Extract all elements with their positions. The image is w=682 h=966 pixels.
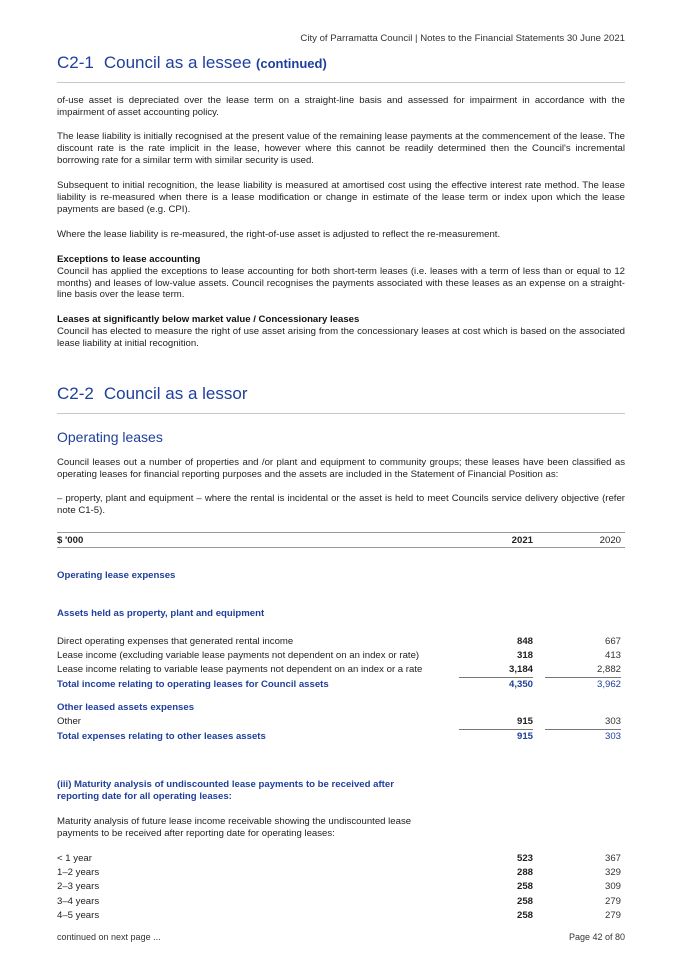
sub-heading-operating-leases: Operating leases — [57, 429, 163, 445]
table-header — [57, 532, 625, 548]
group-heading: Operating lease expenses — [57, 570, 176, 581]
value-2021: 258 — [516, 881, 533, 892]
value-2021: 288 — [516, 867, 533, 878]
value-2021: 258 — [516, 896, 533, 907]
col-2020: 2020 — [599, 535, 621, 546]
value-2021: 4,350 — [508, 679, 533, 690]
value-2021: 523 — [516, 853, 533, 864]
value-2020: 367 — [604, 853, 621, 864]
subtotal-rule — [545, 677, 621, 678]
running-header: City of Parramatta Council | Notes to the Financial Statements 30 June 2021 — [300, 33, 625, 44]
section-number: C2-2 — [57, 384, 94, 403]
subtotal-rule — [459, 729, 533, 730]
row-label: < 1 year — [57, 853, 92, 864]
value-2020: 3,962 — [596, 679, 621, 690]
value-2020: 413 — [604, 650, 621, 661]
value-2020: 303 — [604, 716, 621, 727]
maturity-row — [57, 881, 625, 894]
bullet-paragraph: – property, plant and equipment – where the rental is incidental or the asset is held to meet Councils service delivery objective (refer note C1-5). — [57, 493, 625, 516]
value-2020: 667 — [604, 636, 621, 647]
value-2020: 329 — [604, 867, 621, 878]
page-number: Page 42 of 80 — [568, 932, 625, 942]
maturity-row — [57, 896, 625, 909]
below-market-block — [57, 314, 625, 349]
value-2020: 279 — [604, 910, 621, 921]
row-label: Lease income relating to variable lease payments not dependent on an index or a rate — [57, 664, 423, 675]
table-row — [57, 716, 625, 729]
row-label: 3–4 years — [57, 896, 100, 907]
section-heading-c2-1 — [57, 53, 327, 73]
maturity-row — [57, 910, 625, 923]
table-total-row — [57, 679, 625, 692]
paragraph: of-use asset is depreciated over the lease term on a straight-line basis and assessed for impairment in accordance with the impairment of asset accounting policy. — [57, 95, 625, 118]
paragraph: The lease liability is initially recognised at the present value of the remaining lease payments at the commencement of the lease. The discount rate is the rate implicit in the lease, however where this cannot be readily determined then the Council's incremental borrowing rate for a similar term with similar security is used. — [57, 131, 625, 166]
section-heading-c2-2 — [57, 384, 247, 404]
value-2021: 3,184 — [508, 664, 533, 675]
maturity-row — [57, 867, 625, 880]
intro-paragraph: Council leases out a number of properties and /or plant and equipment to community groups; these leases have been classified as operating leases for financial reporting purposes and the assets are included in the Statement of Financial Position as: — [57, 457, 625, 480]
table-row — [57, 650, 625, 663]
continued-note: continued on next page ... — [57, 932, 161, 942]
value-2020: 2,882 — [596, 664, 621, 675]
maturity-intro: Maturity analysis of future lease income receivable showing the undiscounted lease payments to be received after reporting date for operating leases: — [57, 816, 412, 839]
row-label: Other — [57, 716, 81, 727]
section-title: Council as a lessee — [103, 53, 252, 72]
continued-label: (continued) — [256, 56, 327, 71]
row-label: 1–2 years — [57, 867, 100, 878]
exceptions-block — [57, 254, 625, 301]
below-market-text: Council has elected to measure the right of use asset arising from the concessionary leases at cost which is based on the associated lease liability at initial recognition. — [57, 325, 625, 349]
divider — [57, 82, 625, 83]
value-2020: 279 — [604, 896, 621, 907]
maturity-row — [57, 853, 625, 866]
subtotal-rule — [545, 729, 621, 730]
value-2020: 303 — [604, 731, 621, 742]
row-label: Total income relating to operating leases for Council assets — [57, 679, 329, 690]
divider — [57, 413, 625, 414]
row-label: Lease income (excluding variable lease payments not dependent on an index or rate) — [57, 650, 420, 661]
paragraph: Subsequent to initial recognition, the lease liability is measured at amortised cost using the effective interest rate method. The lease liability is re-measured when there is a lease modification or change in estimate of the lease term or index upon which the lease payments are based (e.g. CPI). — [57, 180, 625, 215]
exceptions-text: Council has applied the exceptions to lease accounting for both short-term leases (i.e. leases with a term of less than or equal to 12 months) and leases of low-value assets. Council recognises the payments associated with these leases as an expense on a straight-line basis over the lease term. — [57, 265, 625, 301]
col-2021: 2021 — [511, 535, 533, 546]
value-2021: 258 — [516, 910, 533, 921]
group-heading: Assets held as property, plant and equipment — [57, 608, 265, 619]
value-2021: 318 — [516, 650, 533, 661]
table-row — [57, 636, 625, 649]
section-title: Council as a lessor — [103, 384, 248, 403]
unit-label: $ '000 — [57, 535, 84, 546]
row-label: Total expenses relating to other leases assets — [57, 731, 266, 742]
paragraph: Where the lease liability is re-measured, the right-of-use asset is adjusted to reflect the re-measurement. — [57, 229, 501, 240]
subtotal-rule — [459, 677, 533, 678]
value-2021: 915 — [516, 731, 533, 742]
value-2021: 848 — [516, 636, 533, 647]
value-2020: 309 — [604, 881, 621, 892]
row-label: 4–5 years — [57, 910, 100, 921]
below-market-heading: Leases at significantly below market value / Concessionary leases — [57, 314, 360, 325]
maturity-heading: (iii) Maturity analysis of undiscounted lease payments to be received after reporting date for all operating leases: — [57, 779, 394, 802]
section-number: C2-1 — [57, 53, 94, 72]
group-heading: Other leased assets expenses — [57, 702, 195, 713]
exceptions-heading: Exceptions to lease accounting — [57, 254, 201, 265]
value-2021: 915 — [516, 716, 533, 727]
row-label: Direct operating expenses that generated rental income — [57, 636, 294, 647]
table-total-row — [57, 731, 625, 744]
table-row — [57, 664, 625, 677]
row-label: 2–3 years — [57, 881, 100, 892]
